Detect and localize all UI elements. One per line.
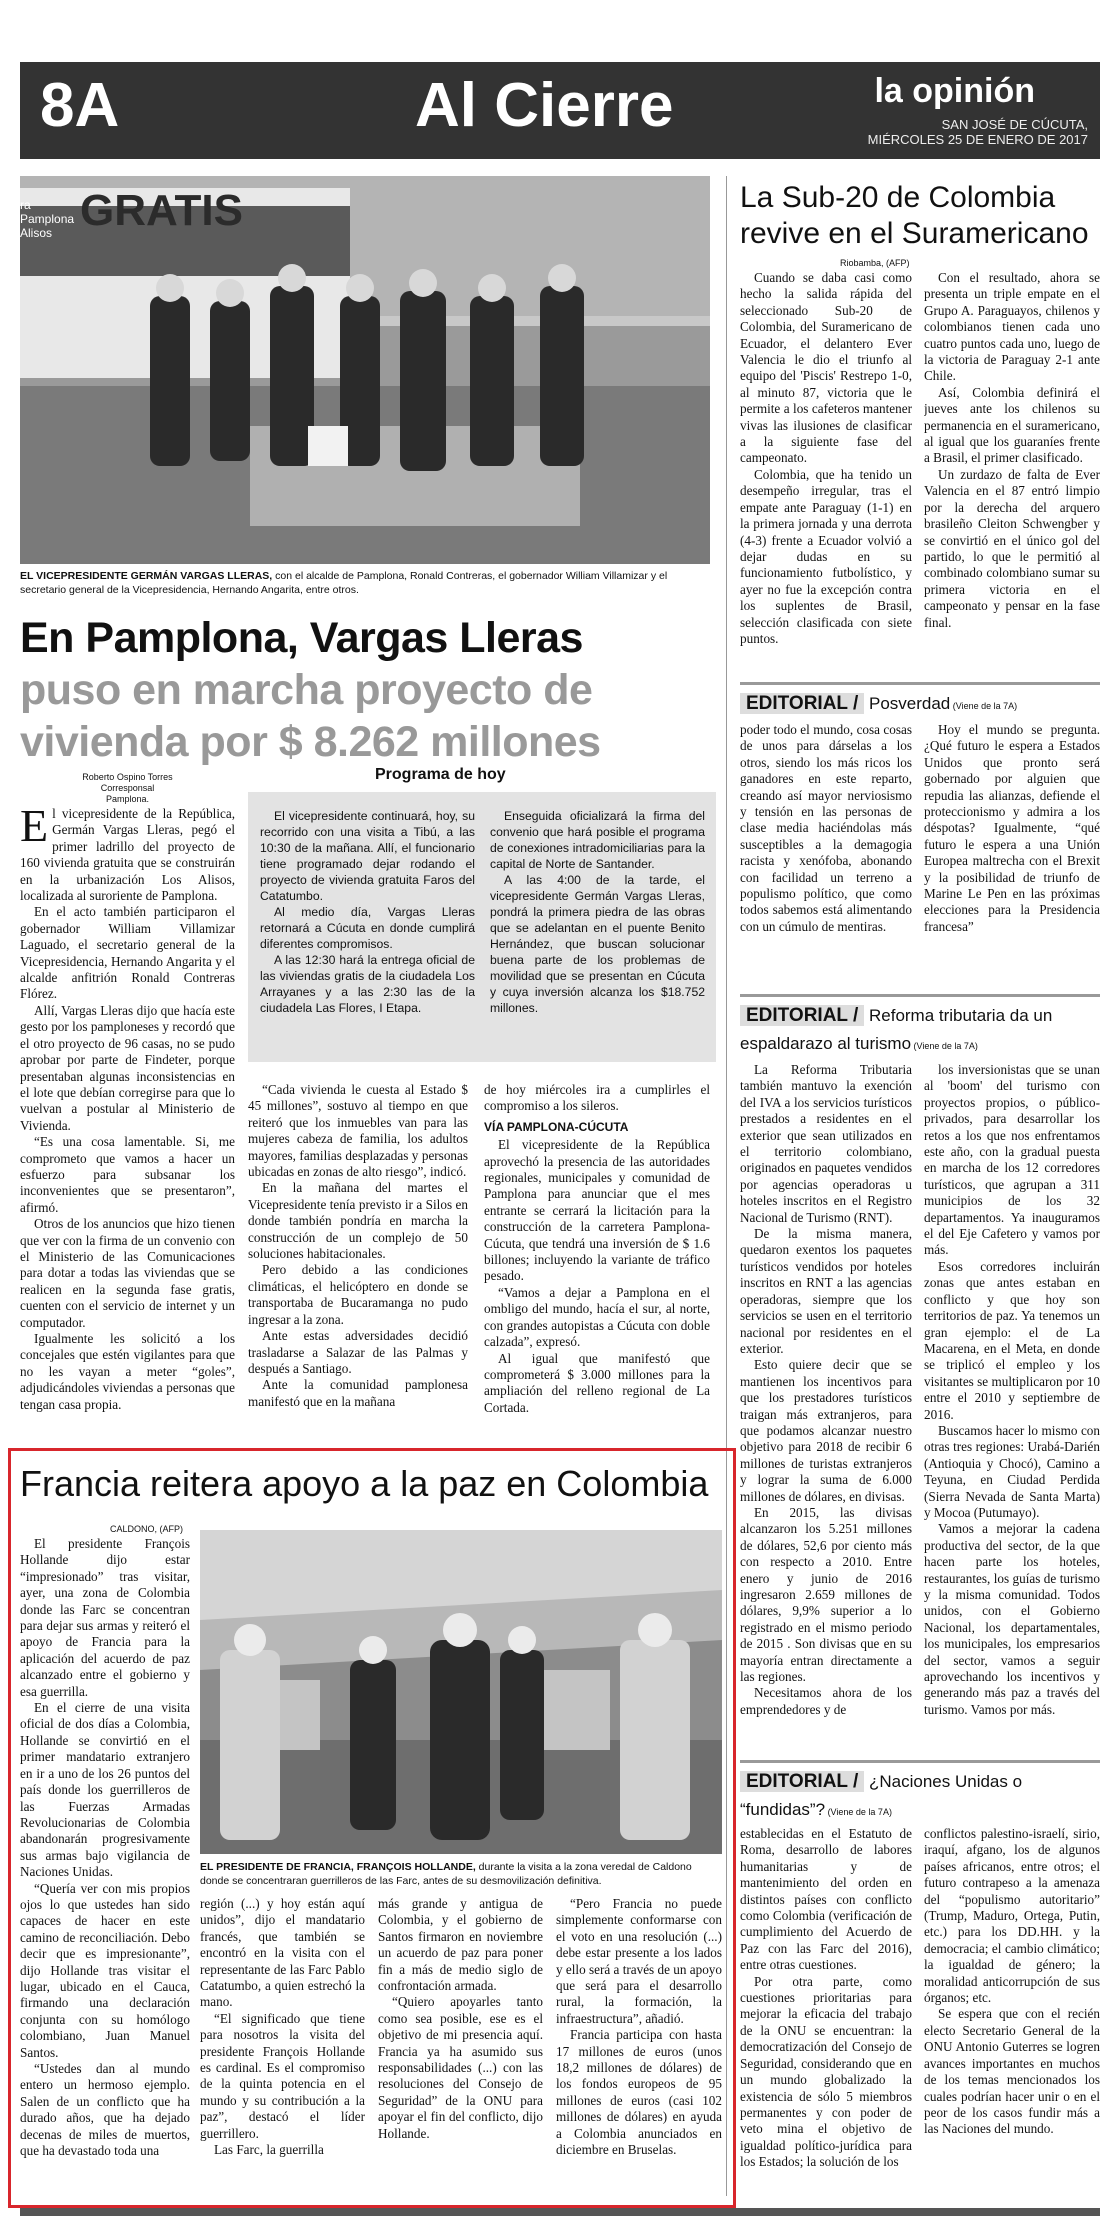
editorial-ref: (Viene de la 7A) (950, 701, 1018, 711)
paragraph: Vamos a mejorar la cadena productiva del sector, de la que hacen parte los hoteles, restaurantes, los guías de turismo y la misma comunidad. Todos unidos, con el Gobierno Nacional, los departamentales, los municipales, los empresarios del sector, vamos a seguir aprovechando los incentivos y generando más paz a través del turismo. Vamos por más. (924, 1521, 1100, 1717)
paragraph: Allí, Vargas Lleras dijo que hacía este gesto por los pamploneses y recordó que el otro proyecto de 96 casas, no se pudo aprobar por parte de Findeter, porque presentaban algunas inconsistencias en el lote que debían corregirse para que lo vuelvan a postular al Ministerio de Vivienda. (20, 1002, 235, 1133)
photo-sign-sub: ra Pamplona Alisos (20, 198, 75, 240)
section-rule (740, 994, 1100, 997)
francia-column-1 (20, 1536, 190, 2198)
paragraph: Esto quiere decir que se mantienen los incentivos para que los prestadores turísticos traigan más extranjeros, para que podamos alcanzar nuestro objetivo para 2018 de recibir 6 millones de turistas extranjeros y lograr la suma de 6.000 millones de dólares, en divisas. (740, 1357, 912, 1504)
pamplona-headline-1: En Pamplona, Vargas Lleras (20, 614, 583, 662)
header-city: SAN JOSÉ DE CÚCUTA, (941, 117, 1088, 132)
section-rule (740, 1760, 1100, 1763)
editorial-title-2: espaldarazo al turismo (740, 1034, 912, 1053)
editorial-title: Posverdad (864, 694, 951, 713)
paragraph: Pero debido a las condiciones climáticas, el helicóptero en donde se transportaba de Bucaramanga no pudo ingresar a la zona. (248, 1262, 468, 1327)
paragraph: El vicepresidente continuará, hoy, su recorrido con una visita a Tibú, a las 10:30 de la mañana. Allí, el funcionario tiene programado dejar rodando el proyecto de vivienda gratuita Faros del Catatumbo. (260, 809, 475, 903)
byline-role: Corresponsal (100, 783, 155, 793)
paragraph: En el acto también participaron el gobernador William Villamizar Laguado, el secretario general de la Vicepresidencia, Hernando Angarita y el alcalde anfitrión Ronald Contreras Flórez. (20, 904, 235, 1002)
paragraph: Por otra parte, como cuestiones prioritarias para mejorar la eficacia del trabajo de la ONU se encuentran: la democratización del Consejo de Seguridad, considerando que en un mundo globalizado la existencia de sólo 5 miembros permanentes y con poder de veto mina el objetivo de igualdad político-jurídica para los Estados; la solución de los (740, 1973, 912, 2170)
section-rule (740, 682, 1100, 685)
byline (20, 772, 235, 805)
editorial-ref: (Viene de la 7A) (825, 1807, 892, 1817)
schedule-box (248, 792, 716, 1062)
paragraph: Buscamos hacer lo mismo con otras tres regiones: Urabá-Darién (Antioquia y Chocó), Camino a Teyuna, en Ciudad Perdida (Sierra Nevada de Santa Marta) y Mocoa (Putumayo). (924, 1422, 1100, 1520)
paragraph: “Es una cosa lamentable. Si, me comprometo que vamos a hacer un esfuerzo para subsanar los inconvenientes que se presentaron”, afirmó. (20, 1134, 235, 1215)
paragraph: Las Farc, la guerrilla (214, 2142, 324, 2158)
editorial-posverdad-col-1 (740, 722, 912, 984)
editorial-tag: EDITORIAL / (740, 1005, 864, 1026)
caption-lead: EL PRESIDENTE DE FRANCIA, FRANÇOIS HOLLANDE, (200, 1861, 476, 1873)
paragraph: Se espera que con el recién electo Secretario General de la ONU Antonio Guterres se logren avances importantes en muchos de los temas mencionados los cuales podrían hacer unir o en el peor de los casos fundir más a las Naciones del mundo. (924, 2006, 1100, 2137)
caption-text: durante la visita a la zona veredal de Caldono donde se concentraran guerrilleros de las Farc, antes de su desmovilización definitiva. (200, 1861, 692, 1887)
paragraph: Al igual que manifestó que comprometerá $ 3.000 millones para la ampliación del relleno regional de La Cortada. (484, 1350, 710, 1415)
paragraph: Ante la comunidad pamplonesa manifestó que en la mañana (248, 1377, 468, 1409)
paragraph: Ante estas adversidades decidió trasladarse a Salazar de las Palmas y después a Santiago. (248, 1328, 468, 1376)
paragraph: más grande y antigua de Colombia, y el gobierno de Santos firmaron en noviembre un acuerdo de paz para poner fin a más de medio siglo de confrontación armada. (378, 1896, 543, 1994)
paragraph: A las 4:00 de la tarde, el vicepresidente Germán Vargas Lleras, pondrá la primera piedra de las obras que se adelantan en el puente Benito Hernández, que buscan solucionar buena parte de los problemas de movilidad que se presentan en Cúcuta y cuya inversión alcanza los $18.752 millones. (490, 873, 705, 1015)
paragraph: Igualmente les solicitó a los concejales que estén vigilantes para que no les vayan a meter “goles”, adjudicándoles viviendas a personas que tengan casa propia. (20, 1331, 235, 1412)
drop-cap: E (20, 806, 49, 851)
editorial-title-1: Reforma tributaria da un (864, 1006, 1053, 1025)
paragraph: establecidas en el Estatuto de Roma, desarrollo de labores humanitarias y de mantenimiento del orden en distintos países con conflicto como Colombia (verificación de cumplimiento del Acuerdo de Paz con las Farc del 2016), entre otras cuestiones. (740, 1826, 912, 1973)
paragraph: “El significado que tiene para nosotros la visita del presidente François Hollande es cardinal. Es el compromiso de la quinta potencia en el mundo y su contribución a la paz”, destacó el líder guerrillero. (200, 2010, 365, 2141)
paragraph: Colombia, que ha tenido un desempeño irregular, tras el empate ante Paraguay (1-1) en la primera jornada y una derrota (4-3) frente a Ecuador volvió a dejar dudas en su funcionamiento futbolístico, y ayer no fue la excepción contra los suplentes de Brasil, selección clasificada con siete puntos. (740, 466, 912, 646)
caption-lead: EL VICEPRESIDENTE GERMÁN VARGAS LLERAS, (20, 570, 273, 582)
paragraph: “Pero Francia no puede simplemente conformarse con el voto en una resolución (...) debe estar presente a los lados y ello será a través de un apoyo que será para el desarrollo rural, la formación, la infraestructura”, añadió. (556, 1896, 722, 2026)
paragraph: “Vamos a dejar a Pamplona en el ombligo del mundo, hacía el sur, al norte, con grandes autopistas a Cúcuta con doble calzada”, expresó. (484, 1284, 710, 1350)
dateline-header (868, 117, 1088, 147)
sub20-headline (740, 180, 1100, 252)
editorial-onu-col-1 (740, 1826, 912, 2198)
editorial-title-1: ¿Naciones Unidas o (864, 1772, 1023, 1791)
editorial-title-2: “fundidas”? (740, 1800, 826, 1819)
editorial-posverdad-col-2 (924, 722, 1100, 984)
paragraph: De la misma manera, quedaron exentos los paquetes turísticos vendidos por hoteles inscritos en RNT a las agencias operadoras, siempre que los servicios se usen en el territorio nacional por residentes en el exterior. (740, 1226, 912, 1356)
paragraph: La Reforma Tributaria también mantuvo la exención del IVA a los servicios turísticos prestados a residentes en el exterior que sean utilizados en el territorio colombiano, originados en paquetes vendidos por agencias operadoras u hoteles inscritos en el Registro Nacional de Turismo (RNT). (740, 1062, 912, 1225)
paragraph: “Quiero apoyarles tanto como sea posible, ese es el objetivo de mi presencia aquí. Francia ya ha asumido sus responsabilidades (...) con las resoluciones del Consejo de Seguridad” de la ONU para apoyar el fin del conflicto, dijo Hollande. (378, 1994, 543, 2141)
editorial-turismo-col-2 (924, 1062, 1100, 1750)
paragraph: los inversionistas que se unan al 'boom' del turismo con proyectos propios, o público-privados, para desarrollar los retos a los que nos enfrentamos este año, con la gradual puesta en marcha de los 12 corredores turísticos, que agrupan a 311 municipios de los 32 departamentos. Ya inauguramos el del Eje Cafetero y vamos por más. (924, 1062, 1100, 1258)
paragraph: Así, Colombia definirá el jueves ante los chilenos su permanencia en el suramericano, al igual que los guaraníes frente a Brasil, el primer clasificado. (924, 384, 1100, 466)
editorial-posverdad-header (740, 690, 1100, 720)
sub20-column-1 (740, 270, 912, 670)
paragraph: Enseguida oficializará la firma del convenio que hará posible el programa de conexiones intradomiciliarias para la capital de Norte de Santander. (490, 809, 705, 871)
paragraph: l vicepresidente de la República, Germán Vargas Lleras, pegó el primer ladrillo del proyecto de 160 vivienda gratuita que se construirán en la urbanización Los Alisos, localizada al suroriente de Pamplona. (20, 806, 235, 904)
page-header (20, 62, 1100, 159)
hollande-photo (200, 1530, 722, 1854)
paragraph: Esos corredores incluirán zonas que antes estaban en conflicto y que hoy son territorios de paz. Ya tenemos un gran ejemplo: el de La Macarena, en el Meta, en donde se triplicó el empleo y los visitantes se multiplicaron por 10 entre el 2010 y septiembre de 2016. (924, 1258, 1100, 1422)
box-column-1 (260, 808, 475, 1058)
pamplona-headline-2: puso en marcha proyecto de (20, 666, 593, 714)
sub20-headline-2: revive en el Suramericano (740, 217, 1089, 250)
paragraph: “Cada vivienda le cuesta al Estado $ 45 millones”, sostuvo al tiempo en que reiteró que los inmuebles van para las mujeres cabeza de familia, los adultos mayores, familias desplazadas y personas ubicadas en zonas de alto riesgo”, indicó. (248, 1082, 468, 1180)
caption-text: con el alcalde de Pamplona, Ronald Contreras, el gobernador William Villamizar y el secretario general de la Vicepresidencia, Hernando Angarita, entre otros. (20, 570, 668, 596)
editorial-turismo-col-1 (740, 1062, 912, 1750)
paragraph: En 2015, las divisas alcanzaron los 5.251 millones de dólares, 52,6 por ciento más con respecto a 2010. Entre enero y junio de 2016 ingresaron 2.659 millones de dólares, 9,9% superior a lo registrado en el mismo periodo de 2015 . Son divisas que en su mayoría entran directamente a las regiones. (740, 1504, 912, 1685)
box-title: Programa de hoy (375, 766, 506, 783)
paragraph: Con el resultado, ahora se presenta un triple empate en el Grupo A. Paraguayos, chilenos y colombianos tienen cada uno cuatro puntos cada uno, luego de la victoria de Paraguay 2-1 ante Chile. (924, 270, 1100, 384)
pamplona-photo-caption (20, 569, 710, 597)
editorial-onu-col-2 (924, 1826, 1100, 2198)
francia-column-2 (200, 1896, 365, 2198)
paragraph: Un zurdazo de falta de Ever Valencia en el 87 entró limpio por la derecha del arquero brasileño Cleiton Schwengber y se convirtió en el único gol del partido, lo que le permitió al combinado colombiano sumar su primera victoria en el campeonato y pensar en la fase final. (924, 466, 1100, 630)
paragraph: El presidente François Hollande dijo estar “impresionado” tras visitar, ayer, una zona de Colombia donde las Farc se concentran para dejar sus armas y reiteró el apoyo de Francia para la aplicación del acuerdo de paz alcanzado entre el gobierno y esa guerrilla. (20, 1536, 190, 1699)
sub20-headline-1: La Sub-20 de Colombia (740, 181, 1056, 214)
box-column-2 (490, 808, 705, 1058)
paragraph: A las 12:30 hará la entrega oficial de las viviendas gratis de la ciudadela Los Arrayanes y a las 2:30 las de la ciudadela Las Flores, I Etapa. (260, 953, 475, 1015)
pamplona-column-3 (484, 1082, 710, 1434)
paragraph: Otros de los anuncios que hizo tienen que ver con la firma de un convenio con el Ministerio de las Comunicaciones para dotar a todas las viviendas que se realicen en la segunda fase gratis, cuenten con el servicio de internet y un computador. (20, 1216, 235, 1330)
sub20-column-2 (924, 270, 1100, 670)
paragraph: En el cierre de una visita oficial de dos días a Colombia, Hollande se convirtió en el primer mandatario extranjero en ir a uno de los 26 puntos del país donde los guerrilleros de las Fuerzas Armadas Revolucionarias de Colombia abandonarán progresivamente sus armas bajo vigilancia de Naciones Unidas. (20, 1700, 190, 1880)
pamplona-column-1 (20, 806, 235, 1434)
byline-city: Pamplona. (105, 794, 150, 804)
paragraph: Francia participa con hasta 17 millones de euros (unos 18,2 millones de dólares) de los fondos europeos de 95 millones de euros (casi 102 millones de dólares) en ayuda a Colombia anunciados en diciembre en Bruselas. (556, 2027, 722, 2158)
paragraph: poder todo el mundo, cosa cosas de unos para dárselas a los otros, siendo los más ricos los ganadores en este reparto, creando así mayor nerviosismo y tensión en las personas de clase media haciéndolas más susceptibles a la demagogia racista y xenófoba, abonando con facilidad un terreno a populismo político, que como todos sabemos está alimentando con un cúmulo de mentiras. (740, 722, 912, 934)
sub20-dateline: Riobamba, (AFP) (840, 258, 910, 268)
paragraph: El vicepresidente de la República aprovechó la presencia de las autoridades regionales, municipales y comunidad de Pamplona para anunciar que el mes entrante se cerrará la licitación para la construcción de la carretera Pamplona-Cúcuta, que tendrá una inversión de $ 1.6 billones; incluyendo la variante de tráfico pesado. (484, 1137, 710, 1284)
paragraph: En la mañana del martes el Vicepresidente tenía previsto ir a Silos en donde también pondría en marcha la construcción de un complejo de 50 soluciones habitacionales. (248, 1180, 468, 1262)
paragraph: de hoy miércoles ira a cumplirles el compromiso a los sileros. (484, 1082, 710, 1114)
paragraph: “Quería ver con mis propios ojos lo que ustedes han sido capaces de hacer en este camino de reconciliación. Debo decir que es impresionante”, dijo Hollande tras visitar el lugar, ubicado en el Cauca, firmando una declaración conjunta con su homólogo colombiano, Juan Manuel Santos. (20, 1880, 190, 2060)
paragraph: Al medio día, Vargas Lleras retornará a Cúcuta en donde cumplirá diferentes compromisos. (260, 905, 475, 951)
editorial-tag: EDITORIAL / (740, 1771, 864, 1792)
francia-column-4 (556, 1896, 722, 2198)
francia-column-3 (378, 1896, 543, 2198)
paragraph: Hoy el mundo se pregunta. ¿Qué futuro le espera a Estados Unidos que pronto será gobernado por alguien que repudia las alianzas, defiende el proteccionismo y admira a los déspotas? Igualmente, “qué futuro le espera a una Unión Europea maltrecha con el Brexit y la posibilidad de triunfo de Marine Le Pen en las próximas elecciones para la Presidencia francesa” (924, 722, 1100, 934)
page-number: 8A (40, 71, 120, 140)
paragraph: Cuando se daba casi como hecho la salida rápida del seleccionado Sub-20 de Colombia, del Suramericano de Ecuador, el delantero Ever Valencia le dio el triunfo al equipo del 'Piscis' Restrepo 1-0, al minuto 87, victoria que le permite a los cafeteros mantener vivas las ilusiones de clasificar a la siguiente fase del campeonato. (740, 270, 912, 466)
paragraph: “Ustedes dan al mundo entero un hermoso ejemplo. Salen de un conflicto que ha durado años, que ha dejado decenas de miles de muertos, que ha devastado toda una (20, 2061, 190, 2159)
byline-name: Roberto Ospino Torres (82, 772, 173, 782)
editorial-tag: EDITORIAL / (740, 693, 864, 714)
francia-headline: Francia reitera apoyo a la paz en Colombia (20, 1463, 709, 1504)
hollande-photo-caption (200, 1860, 722, 1888)
editorial-ref: (Viene de la 7A) (911, 1041, 978, 1051)
francia-dateline: CALDONO, (AFP) (110, 1524, 184, 1534)
paragraph: conflictos palestino-israelí, sirio, iraquí, afgano, los de algunos países africanos, entre otros; el futuro contrapeso a la amenaza del “populismo autoritario” (Trump, Maduro, Ortega, Putin, etc.) para los DD.HH. y la democracia; el cambio climático; la igualdad de género; la moralidad anticorrupción de sus órganos; etc. (924, 1826, 1100, 2006)
header-date: MIÉRCOLES 25 DE ENERO DE 2017 (867, 132, 1088, 147)
paragraph: Necesitamos ahora de los emprendedores y de (740, 1685, 912, 1717)
pamplona-column-2 (248, 1082, 468, 1434)
editorial-onu-header (740, 1768, 1100, 1826)
footer-bar (20, 2208, 1100, 2216)
subhead: VÍA PAMPLONA-CÚCUTA (484, 1119, 629, 1134)
paragraph: región (...) y hoy están aquí unidos”, dijo el mandatario francés, que también se encontró en la visita con el representante de las Farc Pablo Catatumbo, a quien estrechó la mano. (200, 1896, 365, 2010)
section-title: Al Cierre (415, 71, 674, 140)
photo-sign-text: GRATIS (80, 186, 243, 235)
newspaper-logo: la opinión (874, 72, 1035, 110)
pamplona-photo (20, 176, 710, 564)
editorial-turismo-header (740, 1002, 1100, 1060)
pamplona-headline-3: vivienda por $ 8.262 millones (20, 718, 601, 766)
